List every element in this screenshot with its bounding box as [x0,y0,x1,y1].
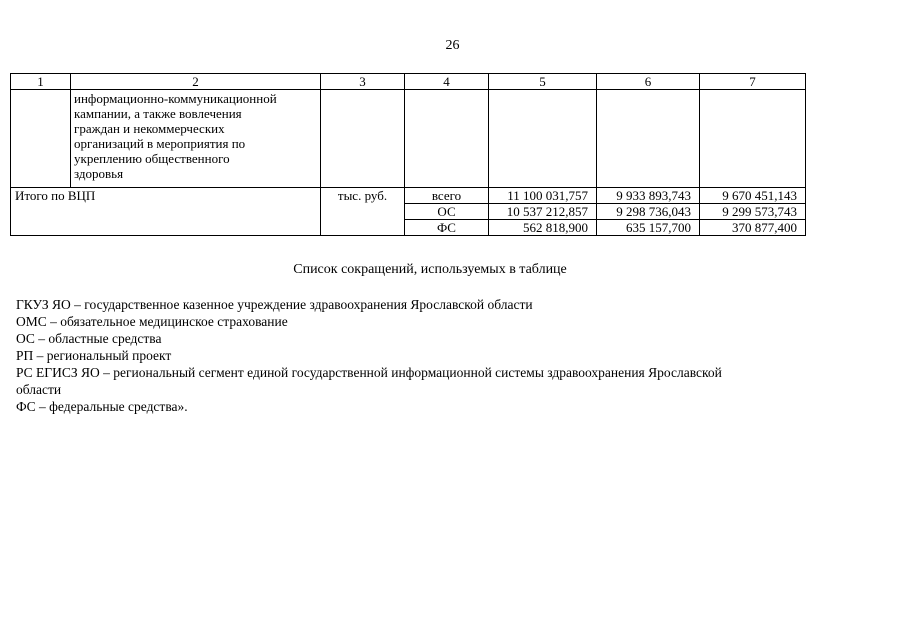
source-cell: ФС [405,220,489,236]
measure-description [71,90,321,188]
description-line: информационно-коммуникационной [74,91,277,106]
abbreviation-item: ОМС – обязательное медицинское страхование [16,314,288,329]
value-cell: 370 877,400 [700,220,806,236]
column-header: 7 [700,74,806,90]
value-cell: 9 670 451,143 [700,188,806,204]
column-header: 1 [11,74,71,90]
abbreviation-item: ФС – федеральные средства». [16,399,188,414]
funding-table [10,73,806,236]
value-cell: 9 298 736,043 [597,204,700,220]
column-header: 5 [489,74,597,90]
abbreviation-item: области [16,382,62,397]
abbreviation-item: ГКУЗ ЯО – государственное казенное учреждение здравоохранения Ярославской области [16,297,533,312]
abbreviations-list [16,296,816,415]
abbreviations-title: Список сокращений, используемых в таблице [293,262,567,277]
value-cell: 635 157,700 [597,220,700,236]
value-cell: 562 818,900 [489,220,597,236]
table-row [11,188,806,204]
column-header: 6 [597,74,700,90]
continuation-row [11,90,806,188]
abbreviation-item: РП – региональный проект [16,348,172,363]
description-line: укреплению общественного [74,151,230,166]
abbreviation-item: РС ЕГИСЗ ЯО – региональный сегмент единой государственной информационной системы здравоохранения Ярославской [16,365,722,380]
source-cell: всего [405,188,489,204]
column-header: 3 [321,74,405,90]
value-cell: 9 933 893,743 [597,188,700,204]
value-cell: 11 100 031,757 [489,188,597,204]
description-line: граждан и некоммерческих [74,121,225,136]
abbreviation-item: ОС – областные средства [16,331,162,346]
column-header: 4 [405,74,489,90]
unit-cell: тыс. руб. [321,188,405,236]
column-header: 2 [71,74,321,90]
page-number: 26 [445,38,460,53]
description-line: кампании, а также вовлечения [74,106,242,121]
description-line: здоровья [74,166,124,181]
description-line: организаций в мероприятия по [74,136,246,151]
total-label: Итого по ВЦП [11,188,321,236]
source-cell: ОС [405,204,489,220]
table-header-row [11,74,806,90]
value-cell: 10 537 212,857 [489,204,597,220]
value-cell: 9 299 573,743 [700,204,806,220]
